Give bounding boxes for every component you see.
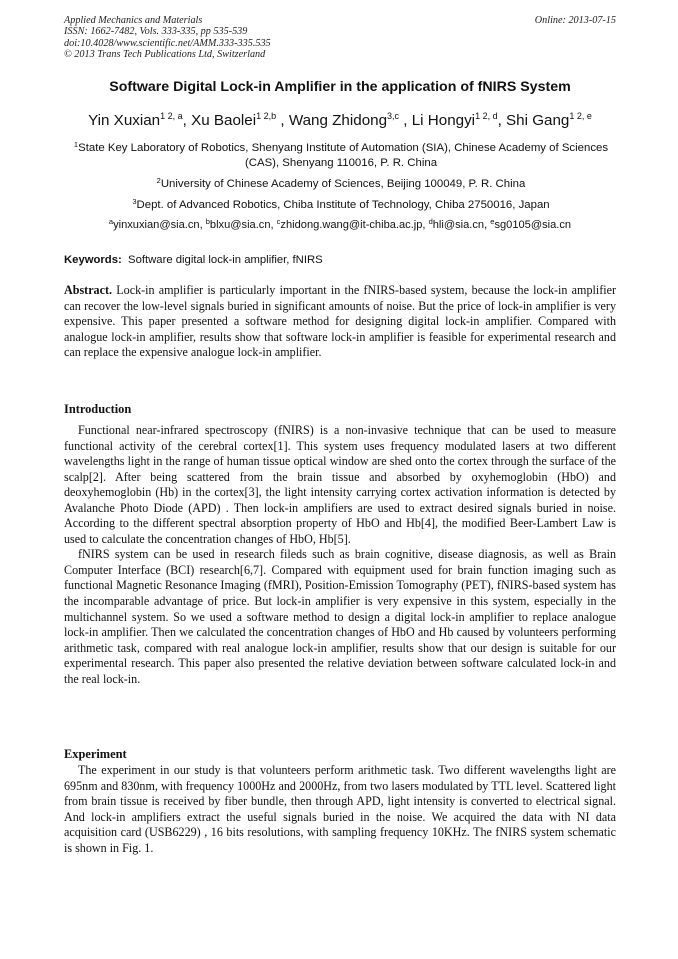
author-affiliation-mark: 1 2, a bbox=[160, 111, 183, 121]
paper-title: Software Digital Lock-in Amplifier in the application of fNIRS System bbox=[109, 79, 571, 95]
author-name: Li Hongyi bbox=[411, 112, 476, 129]
author-separator: , bbox=[276, 112, 289, 129]
copyright-line: © 2013 Trans Tech Publications Ltd, Switzerland bbox=[64, 49, 266, 61]
author-affiliation-mark: 1 2, e bbox=[569, 111, 592, 121]
author-separator: , bbox=[497, 112, 507, 129]
email-link[interactable]: yinxuxian@sia.cn, bbox=[113, 219, 206, 231]
abstract-text: Lock-in amplifier is particularly important in the fNIRS-based system, because the lock-in amplifier can recover the low-level signals buried in significant amounts of noise. But the price of lock-in amplifier is very expensive. This paper presented a software method for designing digital lock-in amplifier. Compared with analogue lock-in amplifier, results show that software lock-in amplifier is feasible for experimental research and can replace the expensive analogue lock-in amplifier. bbox=[64, 283, 616, 360]
paragraph: Functional near-infrared spectroscopy (fNIRS) is a non-invasive technique that can be used to measure functional activity of the cerebral cortex[1]. This system uses frequency modulated lasers at two different wavelengths light in the range of human tissue optical window are shed onto the cortex through the surface of the scalp[2]. After being scattered from the brain tissue and absorbed by oxyhemoglobin (HbO) and deoxyhemoglobin (Hb) in the cortex[3], the light intensity carrying cortex activation information is detected by Avalanche Photo Diode (APD) . Then lock-in amplifiers are used to extract desired signals buried in noise. According to the different spectral absorption property of HbO and Hb[4], the modified Beer-Lambert Law is used to calculate the concentration changes of HbO, Hb[5]. bbox=[64, 423, 616, 546]
email-mark: e bbox=[490, 217, 495, 226]
author-affiliation-mark: 1 2, d bbox=[475, 111, 498, 121]
affiliation-2 bbox=[56, 174, 626, 192]
email-link[interactable]: sg0105@sia.cn bbox=[494, 219, 572, 231]
author-list bbox=[30, 111, 650, 129]
experiment-heading: Experiment bbox=[64, 747, 127, 761]
author-affiliation-mark: 3,c bbox=[387, 111, 400, 121]
paragraph: fNIRS system can be used in research fileds such as brain cognitive, disease diagnosis, as well as Brain Computer Interface (BCI) research[6,7]. Compared with equipment used for brain function imaging such as functional Magnetic Resonance Imaging (fMRI), Position-Emission Tomography (PET), fNIRS-based system has the incomparable advantage of price. But lock-in amplifier is very expensive in this system, especially in the multichannel system. So we used a software method to design a digital lock-in amplifier to replace analogue lock-in amplifier. Then we calculated the concentration changes of HbO and Hb caused by volunteers performing arithmetic task, compared with real analogue lock-in amplifier, results show that our design is suitable for our experimental research. This paper also presented the relative deviation between software calculated lock-in and the real lock-in. bbox=[64, 547, 616, 686]
affiliation-mark: 2 bbox=[156, 176, 161, 185]
affiliation-3 bbox=[56, 195, 626, 213]
email-list bbox=[40, 217, 640, 231]
affiliation-mark: 1 bbox=[73, 140, 79, 149]
email-mark: b bbox=[205, 217, 210, 226]
doi-line: doi:10.4028/www.scientific.net/AMM.333-335.535 bbox=[64, 37, 271, 49]
journal-header bbox=[64, 15, 616, 61]
author-name: Yin Xuxian bbox=[88, 112, 161, 129]
author-name: Wang Zhidong bbox=[288, 112, 388, 129]
author-separator: , bbox=[399, 112, 412, 129]
affiliation-1 bbox=[56, 138, 626, 170]
affiliation-text: State Key Laboratory of Robotics, Shenyang Institute of Automation (SIA), Chinese Academy of Sciences (CAS), Shenyang 110016, P. R. China bbox=[78, 142, 609, 169]
email-mark: a bbox=[108, 217, 114, 226]
online-date: Online: 2013-07-15 bbox=[534, 15, 616, 26]
email-link[interactable]: blxu@sia.cn, bbox=[209, 219, 277, 231]
author-name: Xu Baolei bbox=[191, 112, 257, 129]
keywords-text: Software digital lock-in amplifier, fNIRS bbox=[128, 254, 323, 266]
abstract bbox=[64, 283, 616, 361]
author-affiliation-mark: 1 2,b bbox=[256, 111, 277, 121]
introduction-heading: Introduction bbox=[64, 402, 132, 416]
issn-line: ISSN: 1662-7482, Vols. 333-335, pp 535-539 bbox=[64, 26, 248, 38]
author-name: Shi Gang bbox=[506, 112, 570, 129]
email-link[interactable]: zhidong.wang@it-chiba.ac.jp, bbox=[280, 219, 429, 231]
keywords-label: Keywords: bbox=[64, 254, 122, 266]
email-mark: c bbox=[276, 217, 281, 226]
introduction-body bbox=[64, 423, 616, 687]
affiliation-mark: 3 bbox=[132, 197, 137, 206]
paragraph: The experiment in our study is that volunteers perform arithmetic task. Two different wavelengths light are 695nm and 830nm, with frequency 1000Hz and 2000Hz, from two lasers modulated by TTL level. Scattered light from brain tissue is received by fiber bundle, then through APD, light intensity is converted to electrical signal. And lock-in amplifiers extract the useful signals buried in the noise. We acquired the data with NI data acquisition card (USB6229) , 16 bits resolutions, with sampling frequency 10KHz. The fNIRS system schematic is shown in Fig. 1. bbox=[64, 763, 616, 855]
author-separator: , bbox=[182, 112, 192, 129]
affiliation-text: University of Chinese Academy of Sciences, Beijing 100049, P. R. China bbox=[160, 178, 526, 190]
affiliation-text: Dept. of Advanced Robotics, Chiba Institute of Technology, Chiba 2750016, Japan bbox=[136, 199, 550, 211]
keywords bbox=[64, 254, 616, 266]
experiment-body bbox=[64, 763, 616, 856]
abstract-label: Abstract. bbox=[64, 283, 113, 297]
journal-name: Applied Mechanics and Materials bbox=[64, 15, 203, 26]
email-link[interactable]: hli@sia.cn, bbox=[432, 219, 491, 231]
email-mark: d bbox=[428, 217, 433, 226]
